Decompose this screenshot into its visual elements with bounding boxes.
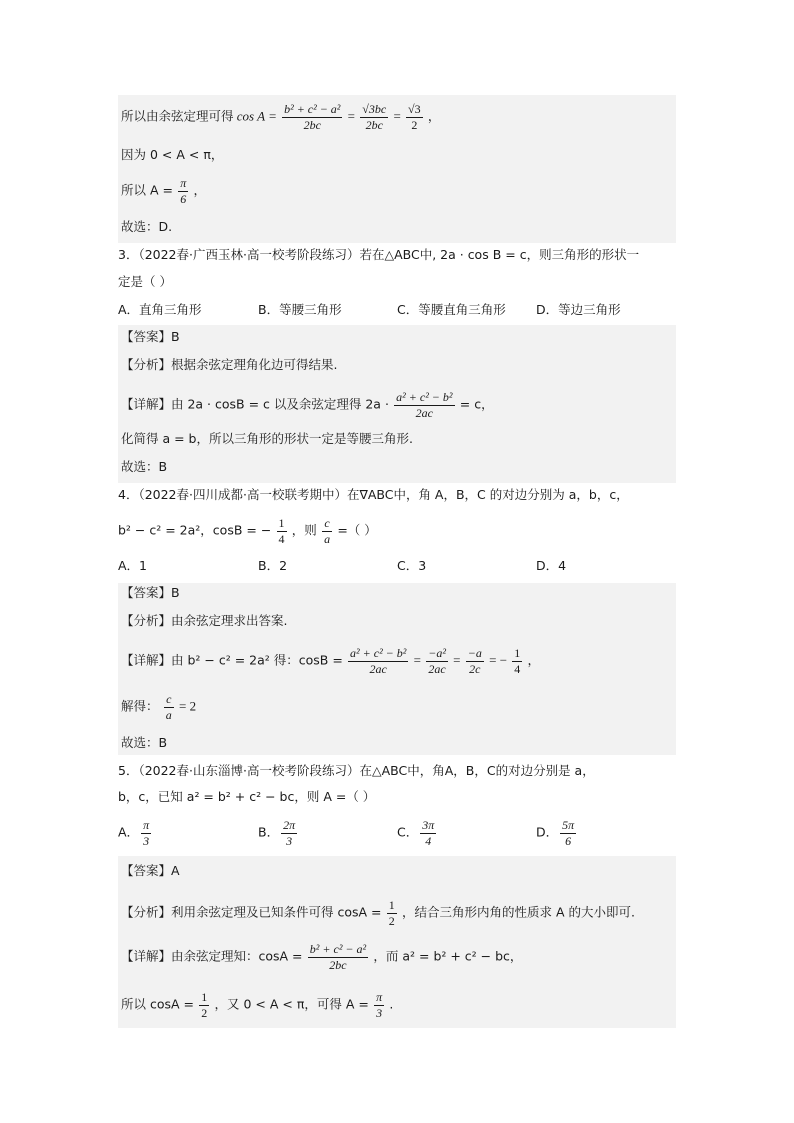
q3-detail: 【详解】由 2a · cosB = c 以及余弦定理得 2a · $\frac{\text{a² + c² − b²}}{2ac}$ = c， <box>121 390 494 420</box>
q5-detail: 【详解】由余弦定理知：cosA = $\frac{\text{b² + c² − a²}}{2bc}$ ，而 a² = b² + c² − bc， <box>121 942 523 972</box>
q5-option-d: D． $\frac{5\pi}{6}$ <box>536 818 575 848</box>
q4-option-b: B．2 <box>258 558 288 573</box>
q5-analysis: 【分析】利用余弦定理及已知条件可得 cosA = $\frac{1}{2}$ ，结合三角形内角的性质求 A 的大小即可. <box>121 898 635 928</box>
fraction: $\frac{-a}{2c}$ <box>467 646 482 676</box>
q4-choose: 故选：B <box>121 735 168 750</box>
fraction: $\frac{\pi}{3}$ <box>376 990 383 1020</box>
q4-stem-cont: b² − c² = 2a²，cosB = − $\frac{1}{4}$ ，则 $\frac{c}{a}$ =（ ） <box>118 516 377 546</box>
q4-option-d: D．4 <box>536 558 567 573</box>
q4-option-c: C．3 <box>397 558 427 573</box>
q4-stem: 4．（2022春·四川成都·高一校联考期中）在∇ABC中，角 A，B，C 的对边分别为 a，b，c， <box>118 487 629 502</box>
fraction: $\frac{\text{a² + c² − b²}}{2ac}$ <box>350 646 407 676</box>
cos-formula-line: 所以由余弦定理可得 cos A = $\frac{\text{b² + c² − a²}}{2bc}$ = $\frac{√3bc}{2bc}$ = $\frac{√3}{2}$ ， <box>121 102 441 132</box>
q3-option-c: C．等腰直角三角形 <box>397 302 506 317</box>
fraction: $\frac{1}{2}$ <box>388 898 395 928</box>
q3-analysis: 【分析】根据余弦定理角化边可得结果. <box>121 357 338 372</box>
q4-analysis: 【分析】由余弦定理求出答案. <box>121 613 288 628</box>
choose-line: 故选：D. <box>121 219 173 234</box>
q4-option-a: A．1 <box>118 558 148 573</box>
fraction: $\frac{\text{a² + c² − b²}}{2ac}$ <box>396 390 453 420</box>
fraction: $\frac{\pi}{6}$ <box>180 176 187 206</box>
fraction: $\frac{\text{−a²}}{2ac}$ <box>428 646 446 676</box>
fraction: $\frac{1}{2}$ <box>201 990 208 1020</box>
fraction: $\frac{c}{a}$ <box>324 516 331 546</box>
q5-stem-cont: b，c，已知 a² = b² + c² − bc，则 A =（ ） <box>118 789 376 804</box>
fraction: $\frac{1}{4}$ <box>278 516 285 546</box>
q5-answer: 【答案】A <box>121 863 180 878</box>
q3-simplify: 化简得 a = b，所以三角形的形状一定是等腰三角形. <box>121 431 413 446</box>
q3-stem-cont: 定是（ ） <box>118 274 172 289</box>
q3-option-a: A．直角三角形 <box>118 302 202 317</box>
q5-final: 所以 cosA = $\frac{1}{2}$ ，又 0 < A < π，可得 A = $\frac{\pi}{3}$ . <box>121 990 394 1020</box>
q3-option-d: D．等边三角形 <box>536 302 621 317</box>
q5-option-c: C． $\frac{3\pi}{4}$ <box>397 818 435 848</box>
q5-option-a: A． $\frac{\pi}{3}$ <box>118 818 150 848</box>
result-line: 所以 A = $\frac{\pi}{6}$ ， <box>121 176 207 206</box>
q4-solve: 解得： $\frac{c}{a}$ = 2 <box>121 692 197 722</box>
q3-option-b: B．等腰三角形 <box>258 302 342 317</box>
fraction: $\frac{c}{a}$ <box>165 692 172 722</box>
q3-choose: 故选：B <box>121 459 168 474</box>
range-line: 因为 0 < A < π， <box>121 147 224 162</box>
fraction: $\frac{\text{b² + c² − a²}}{2bc}$ <box>309 942 367 972</box>
q3-answer: 【答案】B <box>121 329 180 344</box>
fraction: $\frac{1}{4}$ <box>514 646 521 676</box>
q5-stem: 5．（2022春·山东淄博·高一校考阶段练习）在△ABC中，角A，B，C的对边分别是 a， <box>118 763 595 778</box>
fraction: $\frac{√3}{2}$ <box>408 102 421 132</box>
fraction: $\frac{\text{b² + c² − a²}}{2bc}$ <box>284 102 341 132</box>
q3-stem: 3．（2022春·广西玉林·高一校考阶段练习）若在△ABC中, 2a · cos B = c，则三角形的形状一 <box>118 247 640 262</box>
q4-answer: 【答案】B <box>121 585 180 600</box>
q4-detail: 【详解】由 b² − c² = 2a² 得：cosB = $\frac{\text{a² + c² − b²}}{2ac}$ = $\frac{\text{−a²}}{2ac}$ = $\frac{-a}{2c}$ = − $\frac{1}{4}$ ， <box>121 646 541 676</box>
fraction: $\frac{√3bc}{2bc}$ <box>362 102 387 132</box>
q5-option-b: B． $\frac{2\pi}{3}$ <box>258 818 296 848</box>
